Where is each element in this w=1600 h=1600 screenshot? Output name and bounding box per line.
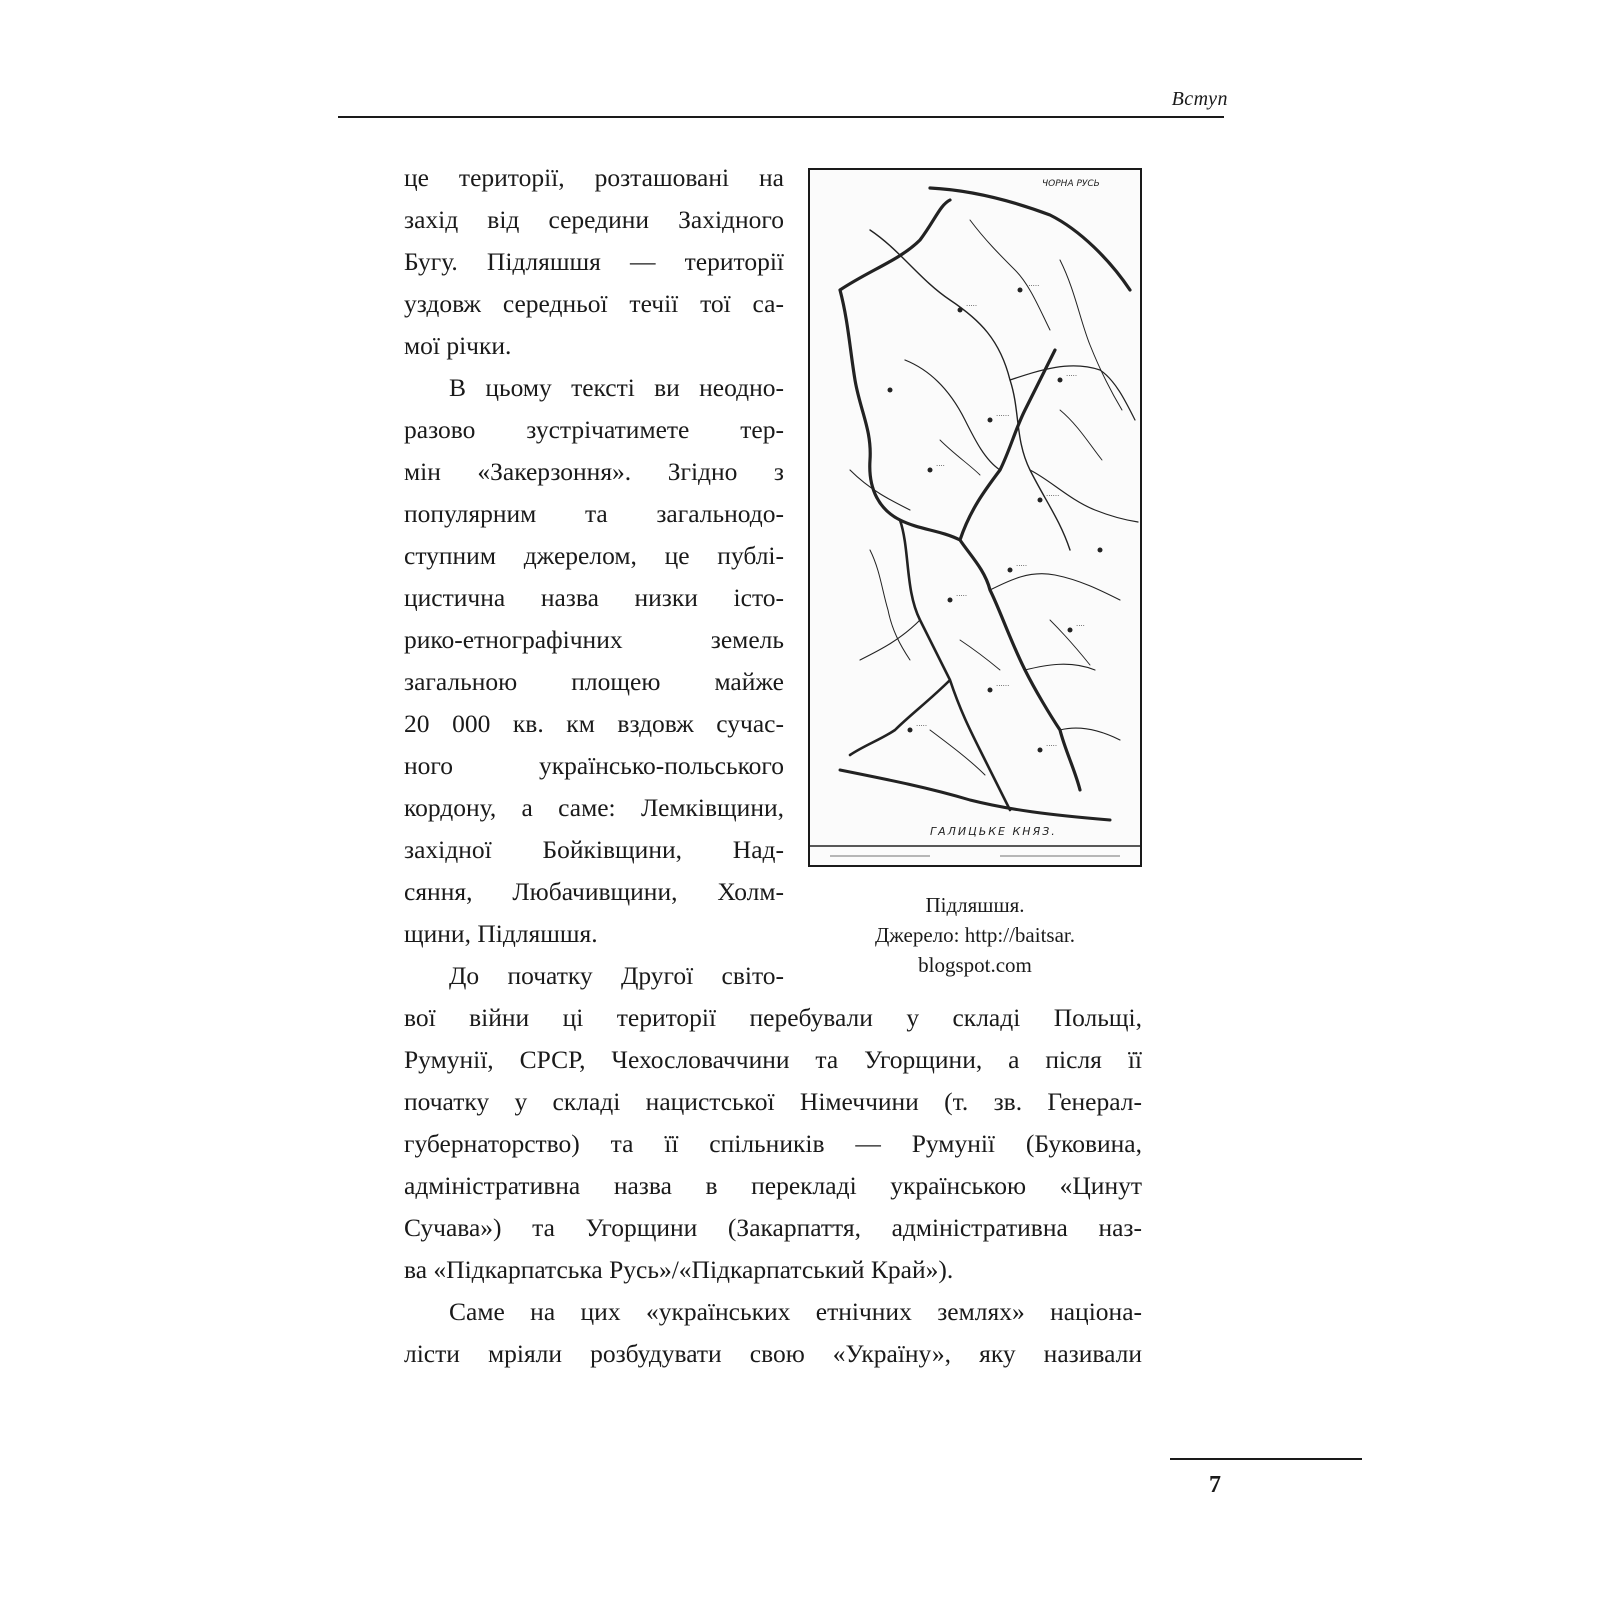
text-line: сяння, Любачивщини, Холм- [404, 877, 784, 906]
text-line: губернаторство) та її спільників — Румунії (Буковина, [404, 1129, 1142, 1158]
text-line: загальною площею майже [404, 667, 784, 696]
text-line: цистична назва низки істо- [404, 583, 784, 612]
text-line: це території, розташовані на [404, 163, 784, 192]
svg-text:····: ···· [936, 462, 945, 470]
text-line: Румунії, СРСР, Чехословаччини та Угорщини, а після її [404, 1045, 1142, 1074]
text-line: кордону, а саме: Лемківщини, [404, 793, 784, 822]
map-top-label: ЧОРНА РУСЬ [1042, 179, 1100, 189]
text-line: Саме на цих «українських етнічних землях» націона- [449, 1297, 1142, 1326]
text-line: До початку Другої світо- [449, 961, 784, 990]
figure-caption-line: blogspot.com [918, 953, 1032, 977]
map-image [810, 170, 1140, 865]
svg-text:·····: ····· [966, 302, 978, 310]
text-line: рико-етнографічних земель [404, 625, 784, 654]
svg-text:·····: ····· [956, 592, 968, 600]
text-line: лісти мріяли розбудувати свою «Україну», яку називали [404, 1339, 1142, 1368]
text-line: ного українсько-польського [404, 751, 784, 780]
map-bottom-label: ГАЛИЦЬКЕ КНЯЗ. [930, 825, 1057, 838]
text-line: вої війни ці території перебували у складі Польщі, [404, 1003, 1142, 1032]
svg-text:······: ······ [996, 682, 1010, 690]
text-line: популярним та загальнодо- [404, 499, 784, 528]
svg-text:······: ······ [996, 412, 1010, 420]
figure-caption-line: Підляшшя. [925, 893, 1025, 917]
svg-text:·····: ····· [1046, 742, 1058, 750]
svg-text:······: ······ [1046, 492, 1060, 500]
text-line: ступним джерелом, це публі- [404, 541, 784, 570]
svg-text:····: ···· [1076, 622, 1085, 630]
page-number: 7 [1209, 1472, 1221, 1498]
text-line: мої річки. [404, 331, 512, 360]
text-line: західної Бойківщини, Над- [404, 835, 784, 864]
text-line: захід від середини Західного [404, 205, 784, 234]
text-line: мін «Закерзоння». Згідно з [404, 457, 784, 486]
svg-text:·····: ····· [1066, 372, 1078, 380]
text-line: ва «Підкарпатська Русь»/«Підкарпатський Край»). [404, 1255, 954, 1284]
running-header-title: Вступ [1171, 88, 1228, 110]
text-line: 20 000 кв. км вздовж сучас- [404, 709, 784, 738]
figure-caption-line: Джерело: http://baitsar. [874, 923, 1075, 947]
footer-rule [1170, 1458, 1362, 1460]
text-line: щини, Підляшшя. [404, 919, 598, 948]
svg-text:·····: ····· [916, 722, 928, 730]
text-line: адміністративна назва в перекладі українською «Цинут [404, 1171, 1142, 1200]
svg-text:······: ······ [1026, 282, 1040, 290]
text-line: початку у складі нацистської Німеччини (т. зв. Генерал- [404, 1087, 1142, 1116]
text-line: уздовж середньої течії тої са- [404, 289, 784, 318]
svg-text:·····: ····· [1016, 562, 1028, 570]
text-line: Бугу. Підляшшя — території [404, 247, 784, 276]
text-line: разово зустрічатимете тер- [404, 415, 784, 444]
text-line: В цьому тексті ви неодно- [449, 373, 784, 402]
figure-map [808, 168, 1142, 867]
text-line: Сучава») та Угорщини (Закарпаття, адміністративна наз- [404, 1213, 1142, 1242]
header-rule [338, 116, 1224, 118]
